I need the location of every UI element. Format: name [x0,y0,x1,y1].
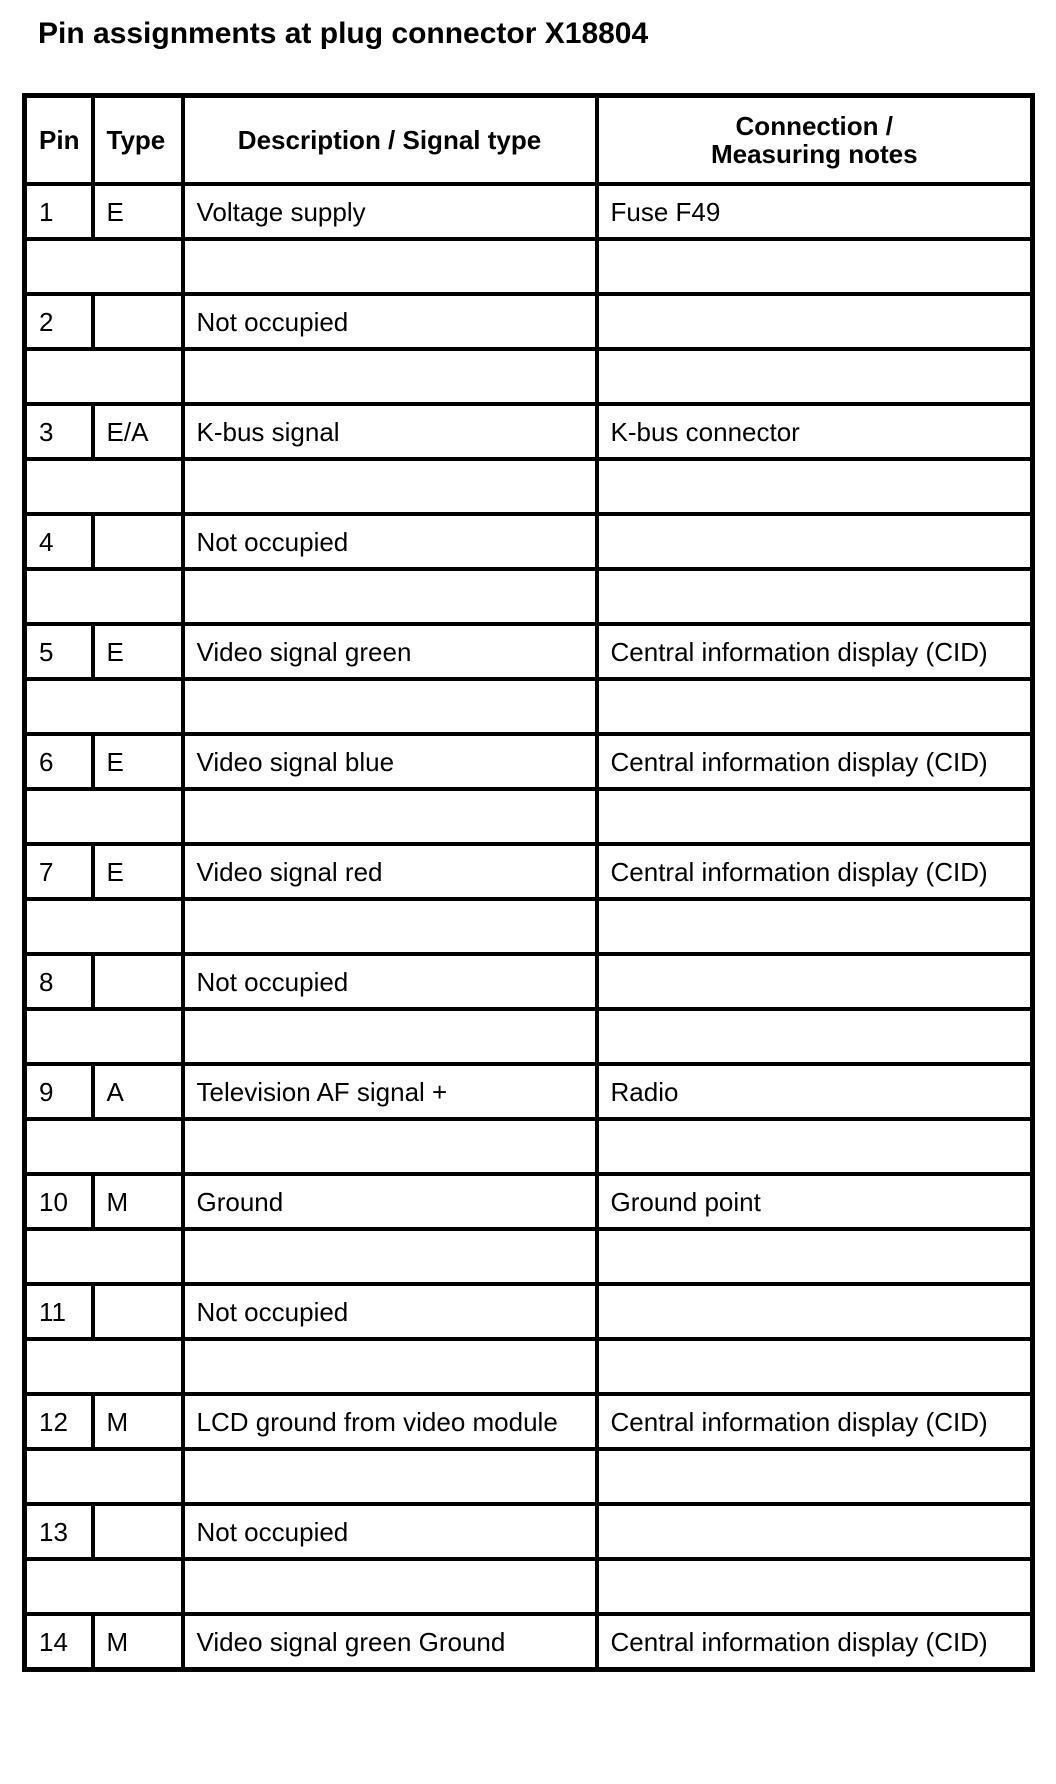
cell-connection: K-bus connector [597,404,1033,459]
spacer-cell [597,569,1033,624]
spacer-cell [25,349,183,404]
cell-description: Not occupied [183,294,597,349]
cell-type [93,1504,183,1559]
header-type: Type [93,96,183,185]
cell-description: Not occupied [183,1284,597,1339]
cell-pin: 2 [25,294,93,349]
table-spacer-row [25,1559,1033,1614]
cell-type [93,954,183,1009]
spacer-cell [597,679,1033,734]
table-spacer-row [25,679,1033,734]
table-spacer-row [25,349,1033,404]
spacer-cell [183,569,597,624]
cell-type: E [93,734,183,789]
cell-description: Television AF signal + [183,1064,597,1119]
cell-pin: 3 [25,404,93,459]
spacer-cell [597,899,1033,954]
spacer-cell [597,1449,1033,1504]
spacer-cell [183,899,597,954]
cell-pin: 6 [25,734,93,789]
table-row [25,1284,1033,1339]
cell-pin: 4 [25,514,93,569]
spacer-cell [25,1119,183,1174]
cell-description: Video signal green Ground [183,1614,597,1670]
cell-type: E [93,624,183,679]
cell-description: Not occupied [183,1504,597,1559]
table-row [25,514,1033,569]
spacer-cell [25,1009,183,1064]
table-row [25,1174,1033,1229]
table-row [25,184,1033,239]
table-spacer-row [25,569,1033,624]
spacer-cell [183,459,597,514]
table-spacer-row [25,899,1033,954]
spacer-cell [597,1119,1033,1174]
table-row [25,844,1033,899]
table-row [25,954,1033,1009]
cell-pin: 13 [25,1504,93,1559]
spacer-cell [183,1119,597,1174]
cell-pin: 5 [25,624,93,679]
cell-description: Voltage supply [183,184,597,239]
spacer-cell [25,459,183,514]
cell-connection: Ground point [597,1174,1033,1229]
table-row [25,624,1033,679]
header-pin: Pin [25,96,93,185]
cell-description: LCD ground from video module [183,1394,597,1449]
spacer-cell [25,1449,183,1504]
header-description: Description / Signal type [183,96,597,185]
spacer-cell [183,1559,597,1614]
cell-type [93,294,183,349]
cell-pin: 12 [25,1394,93,1449]
cell-type: M [93,1174,183,1229]
cell-type [93,1284,183,1339]
table-spacer-row [25,1339,1033,1394]
spacer-cell [25,239,183,294]
cell-description: K-bus signal [183,404,597,459]
cell-connection [597,954,1033,1009]
spacer-cell [25,1229,183,1284]
table-spacer-row [25,459,1033,514]
cell-pin: 1 [25,184,93,239]
cell-connection [597,1504,1033,1559]
cell-connection: Fuse F49 [597,184,1033,239]
cell-pin: 11 [25,1284,93,1339]
cell-type: A [93,1064,183,1119]
spacer-cell [25,1339,183,1394]
spacer-cell [25,569,183,624]
spacer-cell [597,1229,1033,1284]
spacer-cell [597,459,1033,514]
cell-description: Not occupied [183,514,597,569]
spacer-cell [183,1009,597,1064]
cell-type: M [93,1614,183,1670]
cell-connection [597,294,1033,349]
cell-type: E/A [93,404,183,459]
page-title: Pin assignments at plug connector X18804 [38,17,649,50]
table-row [25,1504,1033,1559]
table-body [25,184,1033,1670]
cell-connection: Central information display (CID) [597,1394,1033,1449]
spacer-cell [597,1339,1033,1394]
cell-description: Video signal green [183,624,597,679]
spacer-cell [183,1229,597,1284]
spacer-cell [183,1449,597,1504]
spacer-cell [183,679,597,734]
table-header-row [25,96,1033,185]
spacer-cell [25,679,183,734]
table-spacer-row [25,239,1033,294]
cell-connection: Radio [597,1064,1033,1119]
spacer-cell [597,239,1033,294]
cell-type: E [93,844,183,899]
cell-type: E [93,184,183,239]
cell-pin: 9 [25,1064,93,1119]
cell-type [93,514,183,569]
spacer-cell [183,239,597,294]
table-spacer-row [25,789,1033,844]
cell-pin: 7 [25,844,93,899]
cell-description: Ground [183,1174,597,1229]
cell-description: Video signal red [183,844,597,899]
spacer-cell [25,1559,183,1614]
table-row [25,734,1033,789]
spacer-cell [183,1339,597,1394]
cell-pin: 8 [25,954,93,1009]
cell-connection [597,514,1033,569]
spacer-cell [25,789,183,844]
cell-pin: 10 [25,1174,93,1229]
table-row [25,1614,1033,1670]
cell-connection: Central information display (CID) [597,734,1033,789]
cell-connection: Central information display (CID) [597,844,1033,899]
cell-type: M [93,1394,183,1449]
cell-connection: Central information display (CID) [597,624,1033,679]
table-row [25,1064,1033,1119]
spacer-cell [183,349,597,404]
spacer-cell [597,789,1033,844]
table-spacer-row [25,1449,1033,1504]
table-spacer-row [25,1119,1033,1174]
spacer-cell [25,899,183,954]
cell-connection: Central information display (CID) [597,1614,1033,1670]
table-row [25,1394,1033,1449]
spacer-cell [597,349,1033,404]
cell-connection [597,1284,1033,1339]
cell-description: Video signal blue [183,734,597,789]
cell-pin: 14 [25,1614,93,1670]
table-spacer-row [25,1229,1033,1284]
table-row [25,404,1033,459]
cell-description: Not occupied [183,954,597,1009]
table-spacer-row [25,1009,1033,1064]
spacer-cell [183,789,597,844]
spacer-cell [597,1559,1033,1614]
spacer-cell [597,1009,1033,1064]
table-row [25,294,1033,349]
header-connection [597,96,1033,185]
pin-assignment-table [22,93,1035,1672]
header-connection-line2: Measuring notes [710,139,918,169]
header-connection-line1: Connection / [735,111,893,141]
